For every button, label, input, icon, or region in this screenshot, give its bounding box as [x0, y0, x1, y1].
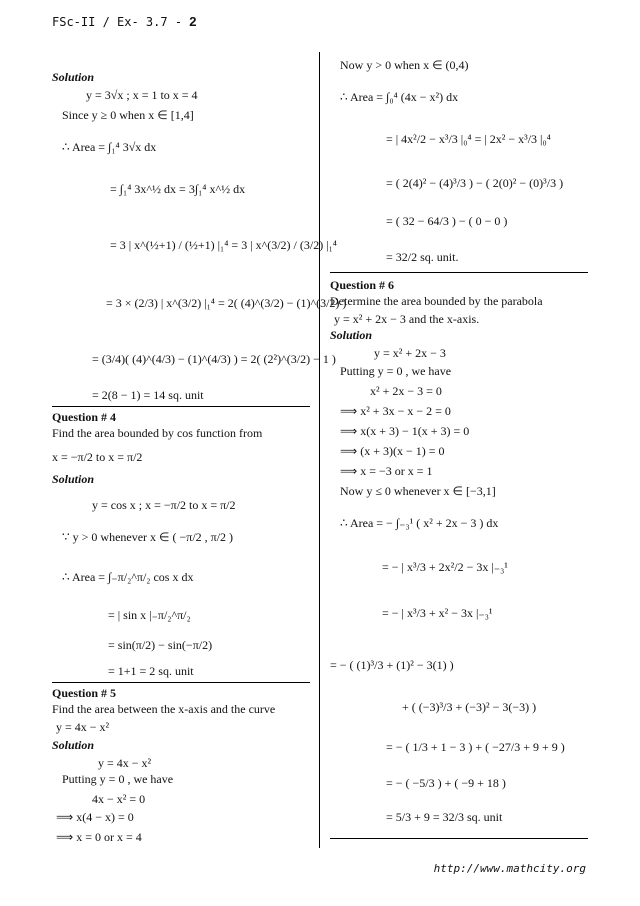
math-line: = 5/3 + 9 = 32/3 sq. unit — [386, 810, 503, 824]
math-line: = ( 2(4)² − (4)³/3 ) − ( 2(0)² − (0)³/3 ) — [386, 176, 564, 190]
math-line: ⟹ x² + 3x − x − 2 = 0 — [340, 404, 451, 418]
solution-heading: Solution — [52, 70, 95, 84]
math-line: y = 4x − x² — [98, 756, 152, 770]
math-line: = − ( (1)³/3 + (1)² − 3(1) ) — [330, 658, 454, 672]
math-line: ∵ y > 0 whenever x ∈ ( −π/2 , π/2 ) — [62, 530, 234, 544]
math-line: x² + 2x − 3 = 0 — [370, 384, 442, 398]
section-rule-q6 — [330, 272, 588, 273]
solution-heading: Solution — [52, 472, 95, 486]
math-line: ⟹ x(4 − x) = 0 — [56, 810, 134, 824]
question-text: Determine the area bounded by the parabola — [330, 294, 543, 308]
math-line: ⟹ x = 0 or x = 4 — [56, 830, 142, 844]
math-line: = 3 | x^(½+1) / (½+1) |₁⁴ = 3 | x^(3/2) / (3/2) |₁⁴ — [110, 238, 337, 252]
math-line: + ( (−3)³/3 + (−3)² − 3(−3) ) — [402, 700, 537, 714]
math-line: Since y ≥ 0 when x ∈ [1,4] — [62, 108, 194, 122]
math-line: y = 4x − x² — [56, 720, 110, 734]
math-line: = ∫₁⁴ 3x^½ dx = 3∫₁⁴ x^½ dx — [110, 182, 246, 196]
math-line: ⟹ x(x + 3) − 1(x + 3) = 0 — [340, 424, 470, 438]
math-line: = − | x³/3 + x² − 3x |₋₃¹ — [382, 606, 493, 620]
math-line: Putting y = 0 , we have — [62, 772, 174, 786]
math-line: y = x² + 2x − 3 and the x-axis. — [334, 312, 480, 326]
math-line: = − | x³/3 + 2x²/2 − 3x |₋₃¹ — [382, 560, 508, 574]
math-line: y = x² + 2x − 3 — [374, 346, 446, 360]
math-line: = 32/2 sq. unit. — [386, 250, 459, 264]
math-line: = ( 32 − 64/3 ) − ( 0 − 0 ) — [386, 214, 508, 228]
section-rule-q5 — [52, 682, 310, 683]
section-rule-end — [330, 838, 588, 839]
math-line: ∴ Area = ∫₋π/₂^π/₂ cos x dx — [62, 570, 194, 584]
math-line: = | sin x |₋π/₂^π/₂ — [108, 608, 191, 622]
page-header — [52, 14, 197, 29]
math-line: y = cos x ; x = −π/2 to x = π/2 — [92, 498, 236, 512]
math-line: Now y ≤ 0 whenever x ∈ [−3,1] — [340, 484, 496, 498]
solution-heading: Solution — [52, 738, 95, 752]
math-line: Now y > 0 when x ∈ (0,4) — [340, 58, 469, 72]
math-line: ∴ Area = ∫₀⁴ (4x − x²) dx — [340, 90, 459, 104]
math-line: = 3 × (2/3) | x^(3/2) |₁⁴ = 2( (4)^(3/2) − (1)^(3/2) ) — [106, 296, 347, 310]
column-divider — [319, 52, 320, 848]
section-rule-q4 — [52, 406, 310, 407]
math-line: ∴ Area = − ∫₋₃¹ ( x² + 2x − 3 ) dx — [340, 516, 499, 530]
math-line: x = −π/2 to x = π/2 — [52, 450, 143, 464]
math-line: = 2(8 − 1) = 14 sq. unit — [92, 388, 204, 402]
question-heading: Question # 4 — [52, 410, 117, 424]
math-line: y = 3√x ; x = 1 to x = 4 — [86, 88, 198, 102]
solution-heading: Solution — [330, 328, 373, 342]
math-line: = (3/4)( (4)^(4/3) − (1)^(4/3) ) = 2( (2²)^(3/2) − 1 ) — [92, 352, 336, 366]
math-line: = sin(π/2) − sin(−π/2) — [108, 638, 213, 652]
math-line: 4x − x² = 0 — [92, 792, 146, 806]
question-heading: Question # 6 — [330, 278, 395, 292]
question-text: Find the area bounded by cos function from — [52, 426, 263, 440]
math-line: = − ( 1/3 + 1 − 3 ) + ( −27/3 + 9 + 9 ) — [386, 740, 565, 754]
math-line: = − ( −5/3 ) + ( −9 + 18 ) — [386, 776, 506, 790]
math-line: = 1+1 = 2 sq. unit — [108, 664, 194, 678]
question-text: Find the area between the x-axis and the curve — [52, 702, 276, 716]
math-line: = | 4x²/2 − x³/3 |₀⁴ = | 2x² − x³/3 |₀⁴ — [386, 132, 551, 146]
math-line: ⟹ x = −3 or x = 1 — [340, 464, 433, 478]
question-heading: Question # 5 — [52, 686, 117, 700]
math-line: Putting y = 0 , we have — [340, 364, 452, 378]
footer-url[interactable]: http://www.mathcity.org — [433, 862, 586, 875]
header-page-number: 2 — [189, 14, 197, 29]
math-line: ⟹ (x + 3)(x − 1) = 0 — [340, 444, 445, 458]
header-prefix: FSc-II / Ex- 3.7 - — [52, 15, 190, 29]
math-line: ∴ Area = ∫₁⁴ 3√x dx — [62, 140, 157, 154]
